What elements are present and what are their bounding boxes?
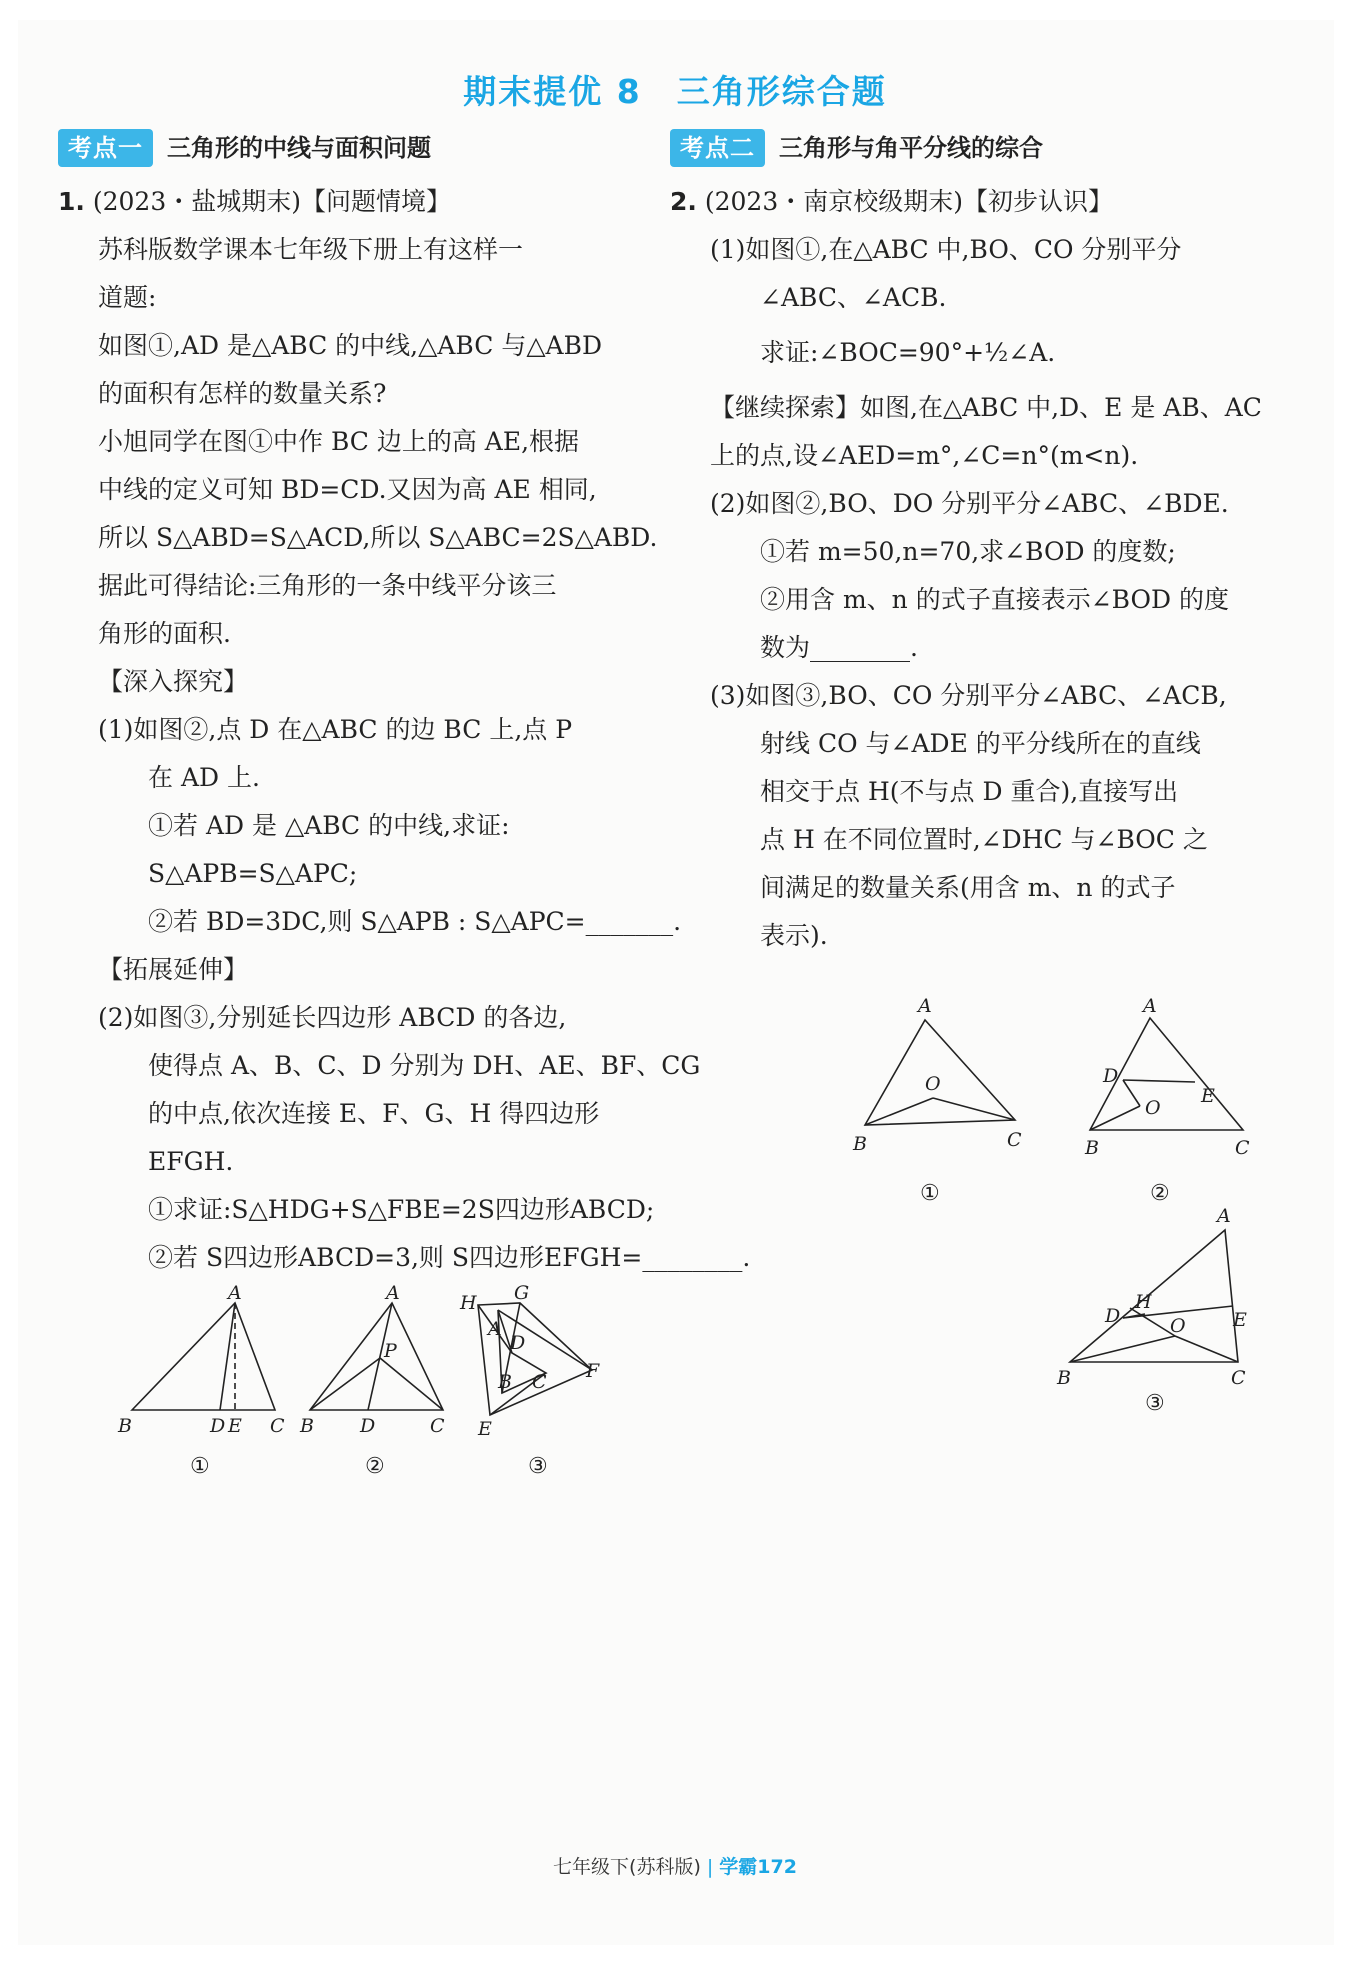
fig-label: C	[1235, 1137, 1250, 1159]
text-line: 求证:∠BOC=90°+½∠A.	[760, 338, 1056, 367]
text-line: EFGH.	[148, 1147, 234, 1176]
fig-label: B	[1057, 1367, 1071, 1389]
text-line: 道题:	[98, 283, 157, 312]
text-line: ②若 S四边形ABCD=3,则 S四边形EFGH=________.	[148, 1243, 751, 1272]
text-line: (2023・南京校级期末)【初步认识】	[704, 187, 1113, 216]
text-line: 的中点,依次连接 E、F、G、H 得四边形	[148, 1099, 600, 1128]
fig-label: E	[478, 1418, 492, 1440]
fig-label: B	[1085, 1137, 1099, 1159]
fig-number: ②	[1150, 1181, 1170, 1206]
text-line: 【深入探究】	[98, 667, 249, 696]
fig-label: O	[925, 1073, 941, 1095]
section-header-1	[58, 128, 638, 168]
right-figures	[845, 990, 1265, 1420]
page-title: 期末提优 8 三角形综合题	[463, 72, 887, 111]
text-line: 小旭同学在图①中作 BC 边上的高 AE,根据	[98, 427, 580, 456]
fig-label: H	[1135, 1291, 1152, 1313]
fig-label: B	[118, 1415, 132, 1437]
text-line: 使得点 A、B、C、D 分别为 DH、AE、BF、CG	[148, 1051, 701, 1080]
fig-label: D	[1103, 1065, 1119, 1087]
text-line: 间满足的数量关系(用含 m、n 的式子	[760, 873, 1176, 902]
fig-label: B	[498, 1371, 512, 1393]
text-line: 【继续探索】如图,在△ABC 中,D、E 是 AB、AC	[710, 393, 1262, 422]
text-line: 【拓展延伸】	[98, 955, 249, 984]
text-line: 的面积有怎样的数量关系?	[98, 379, 387, 408]
section-tag: 考点一	[58, 129, 153, 167]
text-line: 相交于点 H(不与点 D 重合),直接写出	[760, 777, 1179, 806]
rfig2-BO	[1090, 1106, 1140, 1130]
fig-label: P	[384, 1340, 397, 1362]
fig2-segment-CP	[380, 1358, 443, 1410]
text-line: 如图①,AD 是△ABC 的中线,△ABC 与△ABD	[98, 331, 603, 360]
fig-label: C	[430, 1415, 445, 1437]
text-line: 所以 S△ABD=S△ACD,所以 S△ABC=2S△ABD.	[98, 523, 658, 552]
fig-label: G	[514, 1285, 530, 1304]
fig-label: C	[1231, 1367, 1246, 1389]
section-tag: 考点二	[670, 129, 765, 167]
fig-label: O	[1170, 1315, 1186, 1337]
fig-label: O	[1145, 1097, 1161, 1119]
rfig3-CO	[1175, 1336, 1238, 1362]
fig-label: C	[532, 1371, 547, 1393]
question-number: 1.	[58, 187, 85, 216]
footer-grade: 七年级下(苏科版)	[553, 1856, 701, 1878]
fig-label: D	[510, 1332, 526, 1354]
text-line: (2)如图③,分别延长四边形 ABCD 的各边,	[98, 1003, 567, 1032]
fig-label: D	[210, 1415, 226, 1437]
text-line: 上的点,设∠AED=m°,∠C=n°(m<n).	[710, 441, 1139, 470]
text-line: (1)如图②,点 D 在△ABC 的边 BC 上,点 P	[98, 715, 573, 744]
text-line: 中线的定义可知 BD=CD.又因为高 AE 相同,	[98, 475, 597, 504]
section-title: 三角形与角平分线的综合	[779, 134, 1043, 162]
fig-label: A	[918, 995, 932, 1017]
fig1-triangle	[132, 1303, 275, 1410]
text-line: 在 AD 上.	[148, 763, 260, 792]
fig-number: ①	[920, 1181, 940, 1206]
page-footer	[0, 1852, 1350, 1879]
text-line: (2023・盐城期末)【问题情境】	[92, 187, 451, 216]
text-line: S△APB=S△APC;	[148, 859, 358, 888]
text-line: (1)如图①,在△ABC 中,BO、CO 分别平分	[710, 235, 1182, 264]
rfig3-triangle	[1070, 1230, 1238, 1362]
rfig1-CO	[933, 1098, 1015, 1120]
text-line: ①若 m=50,n=70,求∠BOD 的度数;	[760, 537, 1176, 566]
text-line: 射线 CO 与∠ADE 的平分线所在的直线	[760, 729, 1201, 758]
fig-label: A	[228, 1285, 242, 1304]
text-line: ①求证:S△HDG+S△FBE=2S四边形ABCD;	[148, 1195, 655, 1224]
fig-number: ①	[190, 1454, 210, 1479]
fig-label: F	[586, 1360, 600, 1382]
fig-label: E	[1201, 1085, 1215, 1107]
fig-label: A	[1143, 995, 1157, 1017]
rfig1-BO	[865, 1098, 933, 1125]
fig-label: B	[853, 1133, 867, 1155]
text-line: 苏科版数学课本七年级下册上有这样一	[98, 235, 524, 264]
text-line: (2)如图②,BO、DO 分别平分∠ABC、∠BDE.	[710, 489, 1229, 518]
fig-label: A	[1217, 1205, 1231, 1227]
rfig2-DO	[1123, 1080, 1140, 1106]
footer-separator: |	[706, 1856, 714, 1878]
question-line	[670, 178, 1260, 226]
fig-label: B	[300, 1415, 314, 1437]
text-line: ②用含 m、n 的式子直接表示∠BOD 的度	[760, 585, 1229, 614]
fig1-median	[220, 1303, 235, 1410]
footer-brand: 学霸	[719, 1856, 758, 1878]
fig-label: A	[488, 1318, 502, 1340]
text-line: ②若 BD=3DC,则 S△APB : S△APC=_______.	[148, 907, 682, 936]
text-line: 表示).	[760, 921, 828, 950]
question-number: 2.	[670, 187, 697, 216]
section-title: 三角形的中线与面积问题	[167, 134, 431, 162]
left-figures	[110, 1285, 650, 1485]
text-line: 据此可得结论:三角形的一条中线平分该三	[98, 571, 557, 600]
text-line: (3)如图③,BO、CO 分别平分∠ABC、∠ACB,	[710, 681, 1227, 710]
section-header-2	[670, 128, 1260, 168]
fig-label: C	[270, 1415, 285, 1437]
text-line: 角形的面积.	[98, 619, 231, 648]
text-line: 数为________.	[760, 633, 918, 662]
page-number: 172	[757, 1856, 797, 1878]
question-line	[58, 178, 638, 226]
fig-label: H	[460, 1292, 477, 1314]
right-column	[670, 128, 1260, 960]
fig-number: ②	[365, 1454, 385, 1479]
fig-label: D	[360, 1415, 376, 1437]
text-line: ∠ABC、∠ACB.	[760, 283, 947, 312]
fig-label: D	[1105, 1305, 1121, 1327]
fig-label: C	[1007, 1129, 1022, 1151]
fig-label: E	[1233, 1309, 1247, 1331]
fig-number: ③	[1145, 1391, 1165, 1416]
text-line: ①若 AD 是 △ABC 的中线,求证:	[148, 811, 510, 840]
fig-label: E	[228, 1415, 242, 1437]
fig-label: A	[386, 1285, 400, 1304]
fig-number: ③	[528, 1454, 548, 1479]
text-line: 点 H 在不同位置时,∠DHC 与∠BOC 之	[760, 825, 1208, 854]
rfig2-DE	[1123, 1080, 1195, 1082]
